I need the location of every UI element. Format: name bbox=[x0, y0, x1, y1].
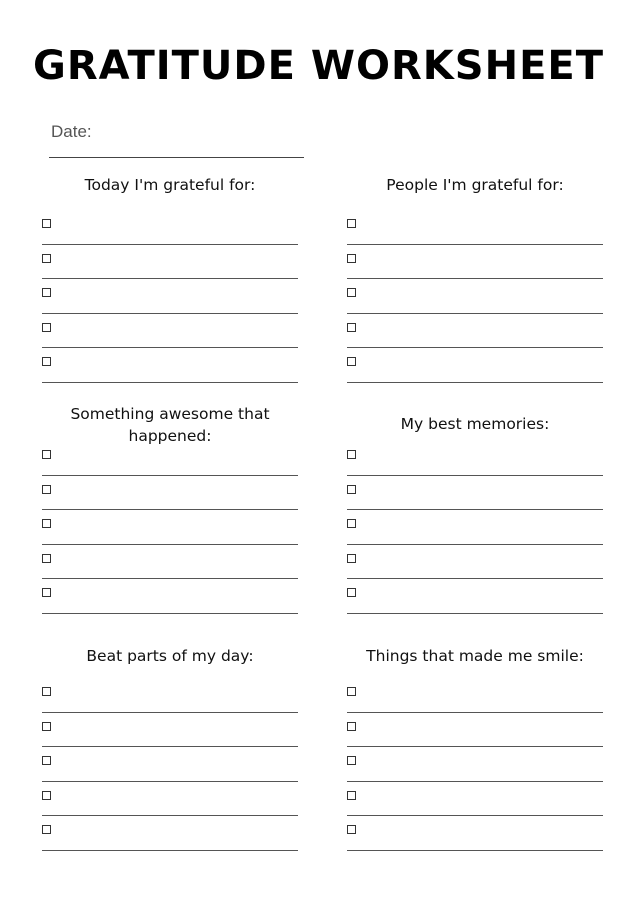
checklist-line[interactable] bbox=[347, 314, 603, 349]
checklist-line[interactable] bbox=[347, 747, 603, 782]
checklist bbox=[347, 678, 603, 851]
checkbox[interactable] bbox=[347, 825, 356, 834]
checkbox[interactable] bbox=[347, 519, 356, 528]
checklist-line[interactable] bbox=[42, 441, 298, 476]
checkbox[interactable] bbox=[42, 323, 51, 332]
checkbox[interactable] bbox=[347, 485, 356, 494]
checklist-line[interactable] bbox=[42, 348, 298, 383]
section-heading: Things that made me smile: bbox=[366, 647, 584, 665]
checkbox[interactable] bbox=[42, 519, 51, 528]
section-heading: Beat parts of my day: bbox=[86, 647, 254, 665]
checkbox[interactable] bbox=[42, 485, 51, 494]
date-label: Date: bbox=[51, 122, 92, 141]
checkbox[interactable] bbox=[42, 254, 51, 263]
checklist bbox=[347, 210, 603, 383]
checklist-line[interactable] bbox=[347, 476, 603, 511]
checklist-line[interactable] bbox=[347, 678, 603, 713]
checklist-line[interactable] bbox=[347, 441, 603, 476]
checklist-line[interactable] bbox=[42, 713, 298, 748]
section-heading: My best memories: bbox=[400, 415, 550, 433]
checklist-line[interactable] bbox=[42, 747, 298, 782]
checklist-line[interactable] bbox=[347, 545, 603, 580]
checkbox[interactable] bbox=[347, 357, 356, 366]
checkbox[interactable] bbox=[42, 357, 51, 366]
checkbox[interactable] bbox=[347, 756, 356, 765]
checkbox[interactable] bbox=[42, 722, 51, 731]
checklist-line[interactable] bbox=[42, 678, 298, 713]
checklist-line[interactable] bbox=[347, 245, 603, 280]
checklist-line[interactable] bbox=[347, 510, 603, 545]
date-field[interactable] bbox=[49, 120, 304, 158]
checkbox[interactable] bbox=[42, 791, 51, 800]
checkbox[interactable] bbox=[347, 323, 356, 332]
section-heading: People I'm grateful for: bbox=[386, 176, 564, 194]
checkbox[interactable] bbox=[347, 554, 356, 563]
checkbox[interactable] bbox=[347, 791, 356, 800]
checkbox[interactable] bbox=[42, 219, 51, 228]
checklist-line[interactable] bbox=[42, 476, 298, 511]
checklist-line[interactable] bbox=[42, 245, 298, 280]
checkbox[interactable] bbox=[42, 825, 51, 834]
checklist-line[interactable] bbox=[42, 579, 298, 614]
checklist bbox=[42, 678, 298, 851]
checklist bbox=[347, 441, 603, 614]
checkbox[interactable] bbox=[347, 288, 356, 297]
checklist-line[interactable] bbox=[42, 782, 298, 817]
checklist-line[interactable] bbox=[347, 279, 603, 314]
checkbox[interactable] bbox=[347, 219, 356, 228]
checkbox[interactable] bbox=[347, 254, 356, 263]
checkbox[interactable] bbox=[347, 450, 356, 459]
checklist-line[interactable] bbox=[42, 816, 298, 851]
checklist bbox=[42, 210, 298, 383]
checklist-line[interactable] bbox=[347, 210, 603, 245]
checkbox[interactable] bbox=[42, 450, 51, 459]
checklist-line[interactable] bbox=[42, 510, 298, 545]
section-heading: Today I'm grateful for: bbox=[84, 176, 256, 194]
checkbox[interactable] bbox=[42, 554, 51, 563]
checkbox[interactable] bbox=[42, 288, 51, 297]
checklist-line[interactable] bbox=[347, 713, 603, 748]
checkbox[interactable] bbox=[347, 722, 356, 731]
section-heading: Something awesome that happened: bbox=[70, 405, 270, 445]
checklist-line[interactable] bbox=[347, 782, 603, 817]
checklist-line[interactable] bbox=[42, 210, 298, 245]
checklist-line[interactable] bbox=[42, 545, 298, 580]
checkbox[interactable] bbox=[42, 687, 51, 696]
checklist-line[interactable] bbox=[42, 279, 298, 314]
checklist bbox=[42, 441, 298, 614]
worksheet-title: GRATITUDE WORKSHEET bbox=[32, 43, 604, 89]
checklist-line[interactable] bbox=[347, 816, 603, 851]
checklist-line[interactable] bbox=[347, 579, 603, 614]
checkbox[interactable] bbox=[347, 588, 356, 597]
checkbox[interactable] bbox=[42, 588, 51, 597]
checkbox[interactable] bbox=[42, 756, 51, 765]
checkbox[interactable] bbox=[347, 687, 356, 696]
checklist-line[interactable] bbox=[347, 348, 603, 383]
checklist-line[interactable] bbox=[42, 314, 298, 349]
